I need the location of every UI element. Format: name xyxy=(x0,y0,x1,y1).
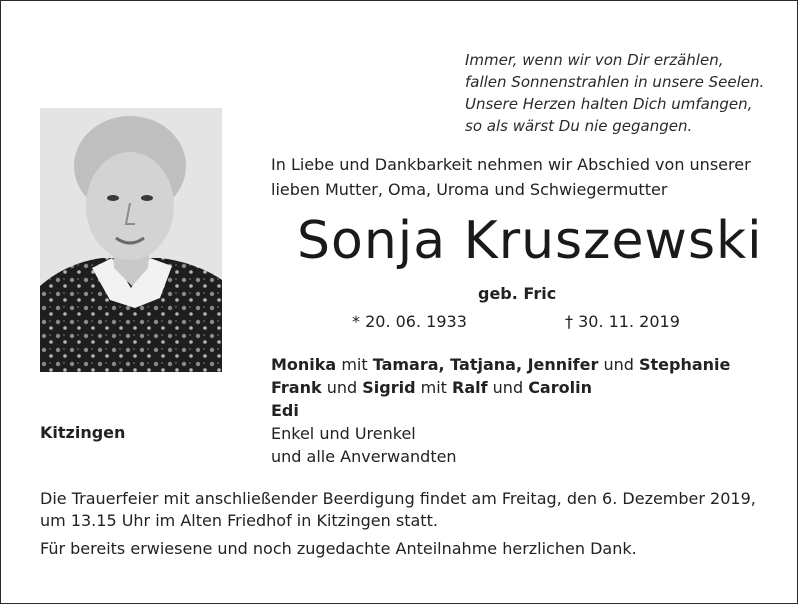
poem-line: so als wärst Du nie gegangen. xyxy=(465,117,693,135)
memorial-poem xyxy=(465,49,764,137)
maiden-name: geb. Fric xyxy=(478,284,557,303)
mourners-line xyxy=(271,353,730,376)
mourners-line: Enkel und Urenkel xyxy=(271,424,416,443)
mourner-name: Frank xyxy=(271,378,322,397)
intro-line: lieben Mutter, Oma, Uroma und Schwiegermutter xyxy=(271,180,668,199)
place-name: Kitzingen xyxy=(40,423,126,442)
intro-text xyxy=(271,152,751,202)
service-line: Die Trauerfeier mit anschließender Beerdigung findet am Freitag, den 6. Dezember 2019, xyxy=(40,489,756,508)
mourner-name: Ralf xyxy=(452,378,488,397)
mourners-line xyxy=(271,376,730,399)
mourner-name: Edi xyxy=(271,401,299,420)
funeral-service-info xyxy=(40,488,756,532)
intro-line: In Liebe und Dankbarkeit nehmen wir Abschied von unserer xyxy=(271,155,751,174)
poem-line: Unsere Herzen halten Dich umfangen, xyxy=(465,95,753,113)
connector-text: und xyxy=(598,355,639,374)
deceased-name: Sonja Kruszewski xyxy=(297,211,763,271)
poem-line: Immer, wenn wir von Dir erzählen, xyxy=(465,51,724,69)
connector-text: und xyxy=(321,378,363,397)
thanks-text: Für bereits erwiesene und noch zugedachte Anteilnahme herzlichen Dank. xyxy=(40,539,637,558)
mourner-name: Stephanie xyxy=(638,355,731,374)
connector-text: und xyxy=(487,378,529,397)
connector-text: mit xyxy=(336,355,373,374)
death-date: † 30. 11. 2019 xyxy=(565,312,680,331)
mourner-name: Sigrid xyxy=(362,378,416,397)
service-line: um 13.15 Uhr im Alten Friedhof in Kitzingen statt. xyxy=(40,511,438,530)
portrait-photo xyxy=(40,108,222,372)
portrait-image xyxy=(40,108,222,372)
mourners-line: und alle Anverwandten xyxy=(271,447,457,466)
birth-date: * 20. 06. 1933 xyxy=(352,312,467,331)
mourner-name: Monika xyxy=(271,355,337,374)
connector-text: mit xyxy=(415,378,453,397)
mourner-name: Tamara, Tatjana, Jennifer xyxy=(372,355,599,374)
mourners-list xyxy=(271,353,730,468)
mourner-name: Carolin xyxy=(528,378,592,397)
mourners-line xyxy=(271,399,730,422)
poem-line: fallen Sonnenstrahlen in unsere Seelen. xyxy=(465,73,765,91)
